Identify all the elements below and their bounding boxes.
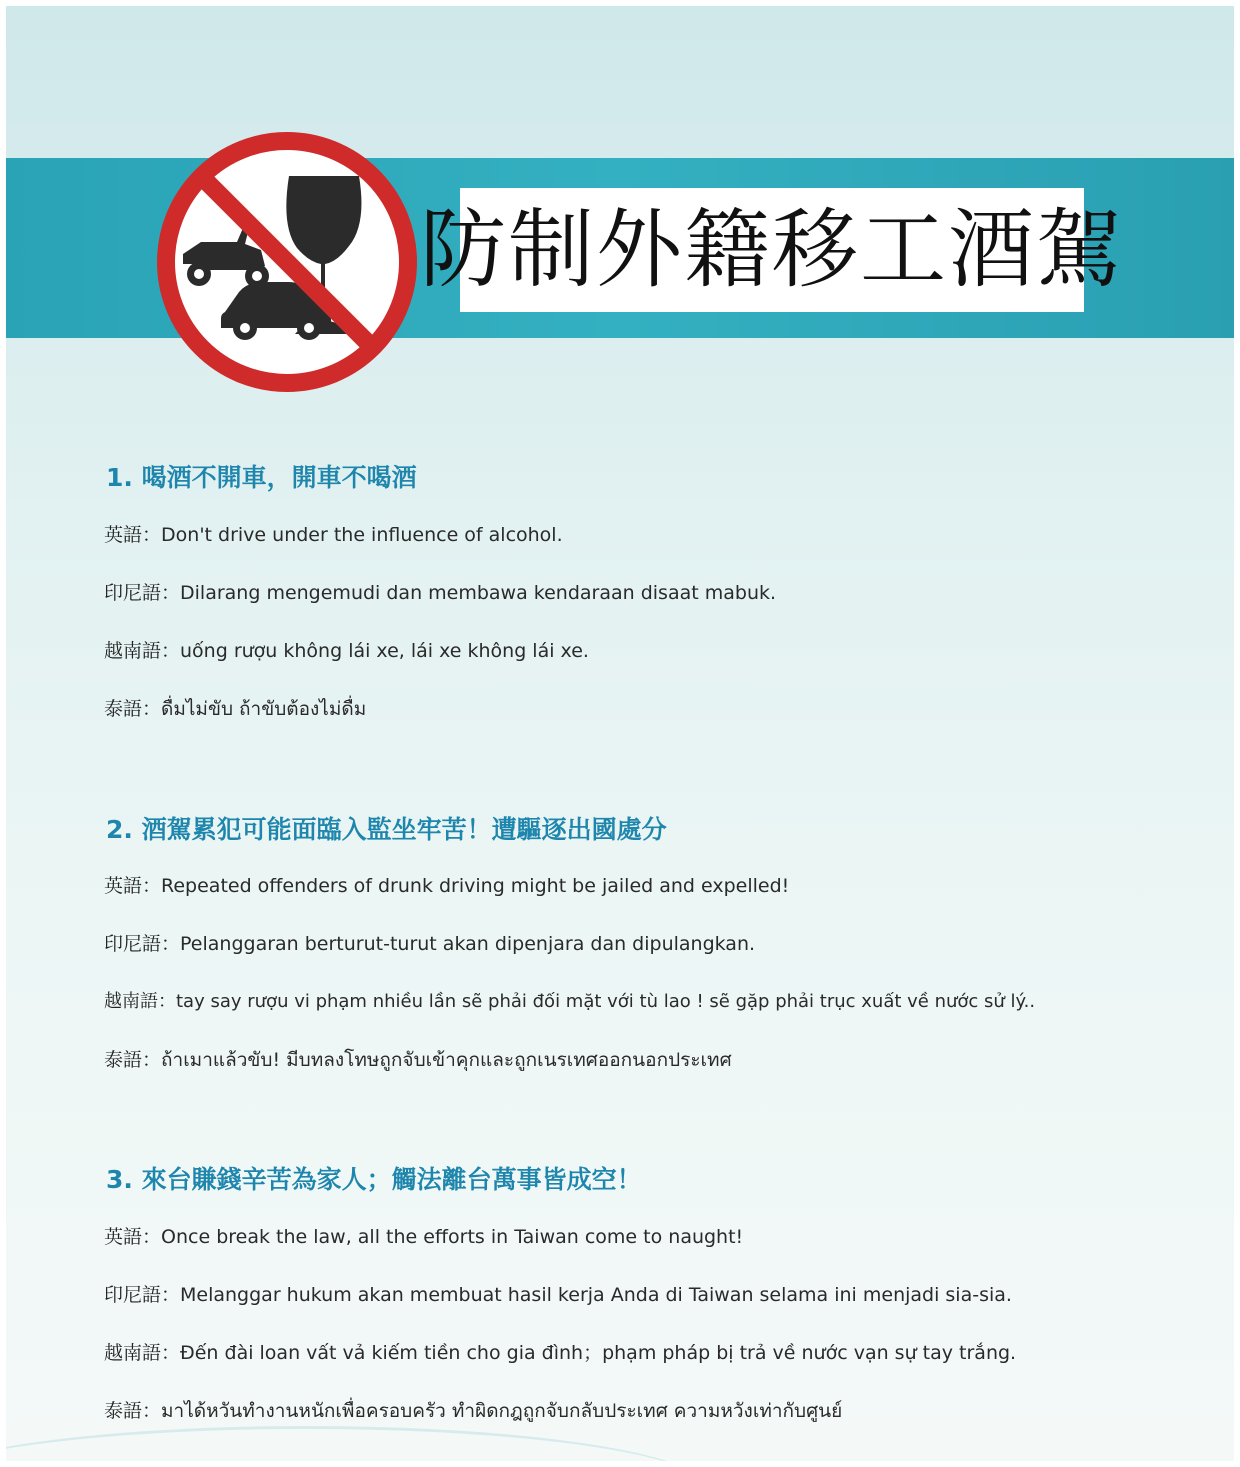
section-2-line-english: 英語：Repeated offenders of drunk driving might be jailed and expelled! [104,875,790,897]
section-1-line-thai: 泰語：ดื่มไม่ขับ ถ้าขับต้องไม่ดื่ม [104,698,367,720]
section-1-line-english: 英語：Don't drive under the influence of alcohol. [104,524,563,546]
section-3-line-vietnamese: 越南語：Đến đài loan vất vả kiếm tiền cho gia đình；phạm pháp bị trả về nước vạn sự tay trắng. [104,1342,1017,1364]
section-heading-1: 1. 喝酒不開車，開車不喝酒 [106,463,417,492]
poster-page [6,6,1234,1461]
title-box [420,188,1124,312]
section-heading-3: 3. 來台賺錢辛苦為家人；觸法離台萬事皆成空！ [106,1165,642,1194]
no-drunk-driving-sign-icon [149,124,425,400]
section-3-line-english: 英語：Once break the law, all the efforts in Taiwan come to naught! [104,1226,744,1248]
section-2-line-vietnamese: 越南語：tay say rượu vi phạm nhiều lần sẽ phải đối mặt với tù lao ! sẽ gặp phải trục xuất về nước sử lý.. [104,991,1036,1012]
section-3-line-indonesian: 印尼語：Melanggar hukum akan membuat hasil kerja Anda di Taiwan selama ini menjadi sia-sia. [104,1284,1012,1306]
section-1-line-indonesian: 印尼語：Dilarang mengemudi dan membawa kendaraan disaat mabuk. [104,582,777,604]
section-heading-2: 2. 酒駕累犯可能面臨入監坐牢苦！遭驅逐出國處分 [106,815,667,844]
section-2-line-thai: 泰語：ถ้าเมาแล้วขับ! มีบทลงโทษถูกจับเข้าคุกและถูกเนรเทศออกนอกประเทศ [104,1049,732,1071]
section-2-line-indonesian: 印尼語：Pelanggaran berturut-turut akan dipenjara dan dipulangkan. [104,933,756,955]
page-title: 防制外籍移工酒駕 [420,200,1124,300]
section-1-line-vietnamese: 越南語：uống rượu không lái xe, lái xe không lái xe. [104,640,589,662]
section-3-line-thai: 泰語：มาได้หวันทำงานหนักเพื่อครอบครัว ทำผิดกฎถูกจับกลับประเทศ ความหวังเท่ากับศูนย์ [104,1400,843,1422]
decorative-arc [6,1426,706,1461]
